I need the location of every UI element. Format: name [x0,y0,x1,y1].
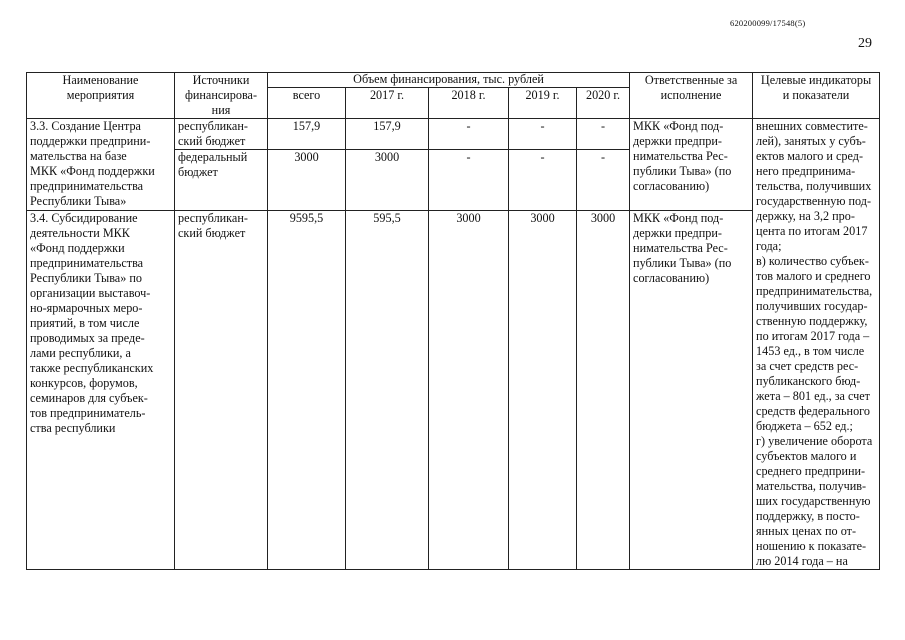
document-number: 620200099/17548(5) [730,18,806,28]
row-3-4-responsible: МКК «Фонд под- держки предпри- нимательства Рес- публики Тыва» (по согласованию) [630,210,753,569]
indicators-text: внешних совместите- лей), занятых у субъ- ектов малого и сред- него предпринима- тельства, получивших государственную под- держку, на 3,2 про- цента по итогам 2017 года; в) количество субъек- тов малого и среднего предпринимательства, получивших государ- ственную поддержку, по итогам 2017 года – 1453 ед., в том числе за счет средств рес- публиканского бюд- жета – 801 ед., за счет средств федерального бюджета – 652 ед.; г) увеличение оборота субъектов малого и среднего предприни- мательства, получив- ших государственную поддержку, в посто- янных ценах по от- ношению к показате- лю 2014 года – на [753,119,880,570]
header-2020: 2020 г. [577,88,630,119]
header-responsible: Ответственные за исполнение [630,73,753,119]
row-3-4-2018: 3000 [429,210,509,569]
row-3-3-2019-federal: - [509,150,577,210]
row-3-3-2017-federal: 3000 [346,150,429,210]
row-3-3-2017-republican: 157,9 [346,119,429,150]
row-3-3-2019-republican: - [509,119,577,150]
row-3-4-name: 3.4. Субсидирование деятельности МКК «Фонд поддержки предпринимательства Республики Тыва» по организации выставоч- но-ярмарочных меро- приятий, в том числе проводимых за преде- лами республики, а также республиканских конкурсов, форумов, семинаров для субъек- тов предприниматель- ства республики [27,210,175,569]
page-number: 29 [858,36,872,51]
row-3-3-2020-republican: - [577,119,630,150]
row-3-3-total-republican: 157,9 [268,119,346,150]
row-3-4-2020: 3000 [577,210,630,569]
row-3-3-2018-republican: - [429,119,509,150]
row-3-3-2020-federal: - [577,150,630,210]
header-2019: 2019 г. [509,88,577,119]
table-row-3-3a [27,119,880,150]
row-3-3-total-federal: 3000 [268,150,346,210]
row-3-3-name: 3.3. Создание Центра поддержки предприни- мательства на базе МКК «Фонд поддержки предпринимательства Республики Тыва» [27,119,175,211]
row-3-4-source: республикан- ский бюджет [175,210,268,569]
financing-table [26,72,880,570]
header-indicators: Целевые индикаторы и показатели [753,73,880,119]
header-total: всего [268,88,346,119]
header-name: Наименование мероприятия [27,73,175,119]
row-3-4-total: 9595,5 [268,210,346,569]
header-2018: 2018 г. [429,88,509,119]
row-3-3-responsible: МКК «Фонд под- держки предпри- нимательства Рес- публики Тыва» (по согласованию) [630,119,753,211]
row-3-3-source-republican: республикан- ский бюджет [175,119,268,150]
row-3-3-2018-federal: - [429,150,509,210]
header-volume: Объем финансирования, тыс. рублей [268,73,630,88]
table-row-3-4 [27,210,880,569]
header-row-1 [27,73,880,88]
row-3-4-2019: 3000 [509,210,577,569]
header-2017: 2017 г. [346,88,429,119]
header-source: Источники финансирова- ния [175,73,268,119]
row-3-4-2017: 595,5 [346,210,429,569]
row-3-3-source-federal: федеральный бюджет [175,150,268,210]
